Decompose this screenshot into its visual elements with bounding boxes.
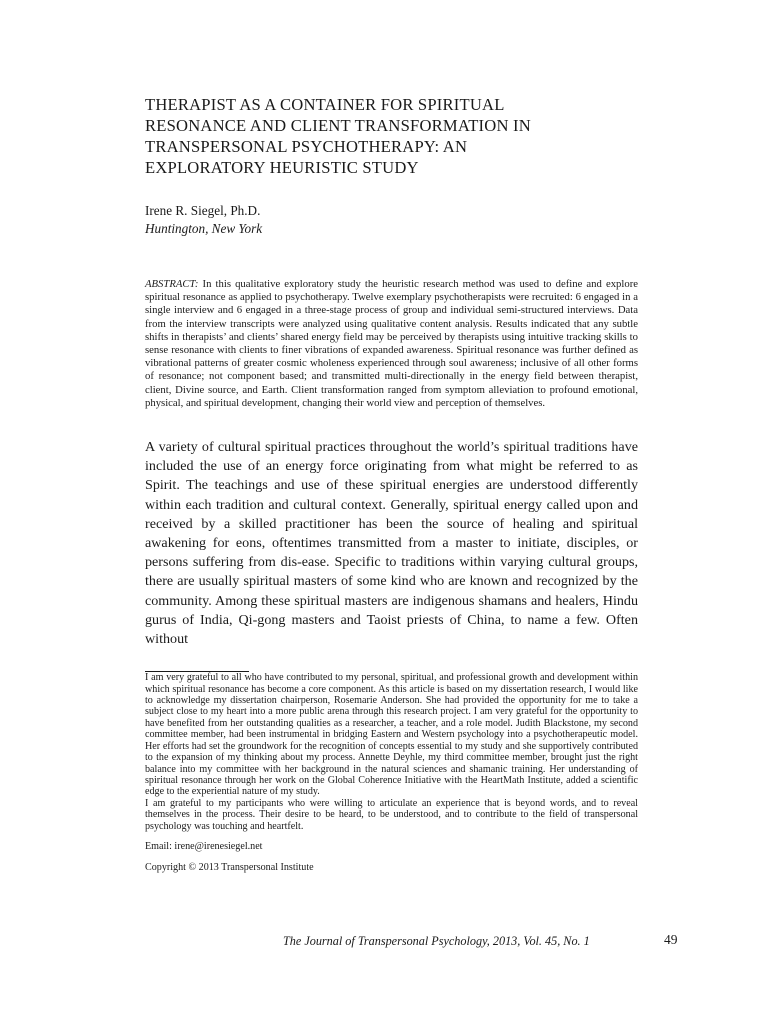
title-line: TRANSPERSONAL PSYCHOTHERAPY: AN bbox=[145, 137, 468, 156]
abstract-label: ABSTRACT: bbox=[145, 278, 199, 290]
journal-citation: The Journal of Transpersonal Psychology, 2013, Vol. 45, No. 1 bbox=[283, 934, 590, 948]
title-line: EXPLORATORY HEURISTIC STUDY bbox=[145, 158, 419, 177]
abstract bbox=[145, 278, 638, 410]
footnote-acknowledgment: I am very grateful to all who have contributed to my personal, spiritual, and professional growth and development within which spiritual resonance has become a core component. As this article is based on my dissertation research, I would like to acknowledge my dissertation chairperson, Rosemarie Anderson. She had provided the opportunity for me to take a subject close to my heart into a more public arena through this research project. I am very grateful for the opportunity to have benefited from her outstanding qualities as a researcher, a teacher, and a role model. Judith Blackstone, my second committee member, had been instrumental in bridging Eastern and Western psychology into a psychotherapeutic model. Her efforts had set the groundwork for the recognition of concepts essential to my study and she supportively contributed to the expansion of my thinking about my process. Annette Deyhle, my third committee member, brought just the right balance into my committee with her background in the natural sciences and shamanic training. Her understanding of spiritual resonance through her work on the Global Coherence Initiative with the HeartMath Institute, added a scientific edge to the experiential nature of my study. bbox=[145, 672, 638, 798]
page-number: 49 bbox=[664, 932, 678, 947]
article-page bbox=[145, 94, 638, 874]
copyright-notice: Copyright © 2013 Transpersonal Institute bbox=[145, 862, 314, 874]
author-name: Irene R. Siegel, Ph.D. bbox=[145, 203, 261, 218]
body-paragraph: A variety of cultural spiritual practices throughout the world’s spiritual traditions have included the use of an energy force originating from what might be referred to as Spirit. The teachings and use of these spiritual energies are understood differently within each tradition and cultural context. Generally, spiritual energy called upon and received by a skilled practitioner has been the source of healing and spiritual awakening for eons, oftentimes transmitted from a master to initiate, disciples, or persons suffering from dis-ease. Specific to traditions within varying cultural groups, there are usually spiritual masters of some kind who are known and recognized by the community. Among these spiritual masters are indigenous shamans and healers, Hindu gurus of India, Qi-gong masters and Taoist priests of China, to name a few. Often without bbox=[145, 439, 638, 648]
author-affiliation: Huntington, New York bbox=[145, 221, 263, 236]
abstract-text: In this qualitative exploratory study the heuristic research method was used to define and explore spiritual resonance as applied to psychotherapy. Twelve exemplary psychotherapists were recruited: 6 engaged in a single interview and 6 engaged in a three-stage process of group and individual semi-structured interviews. Data from the interview transcripts were analyzed using qualitative content analysis. Results indicated that any subtle shifts in therapists’ and clients’ shared energy field may be perceived by therapists using intuitive tracking skills to sense resonance with clients to finer vibrations of expanded awareness. Spiritual resonance was further defined as vibrational patterns of greater cosmic wholeness experienced through soul awareness; inclusive of all other forms of resonance; not component based; and transmitted multi-directionally in the energy field between therapist, client, Divine source, and Earth. Client transformation ranged from symptom alleviation to profound emotional, physical, and spiritual development, changing their world view and perception of themselves. bbox=[145, 278, 638, 409]
title-line: RESONANCE AND CLIENT TRANSFORMATION IN bbox=[145, 116, 531, 135]
footnote-participants: I am grateful to my participants who were willing to articulate an experience that is beyond words, and to reveal themselves in the process. Their desire to be heard, to be understood, and to contribute to the field of transpersonal psychology was touching and heartfelt. bbox=[145, 797, 638, 832]
author-email: Email: irene@irenesiegel.net bbox=[145, 840, 263, 852]
article-title bbox=[145, 94, 585, 178]
title-line: THERAPIST AS A CONTAINER FOR SPIRITUAL bbox=[145, 95, 505, 114]
